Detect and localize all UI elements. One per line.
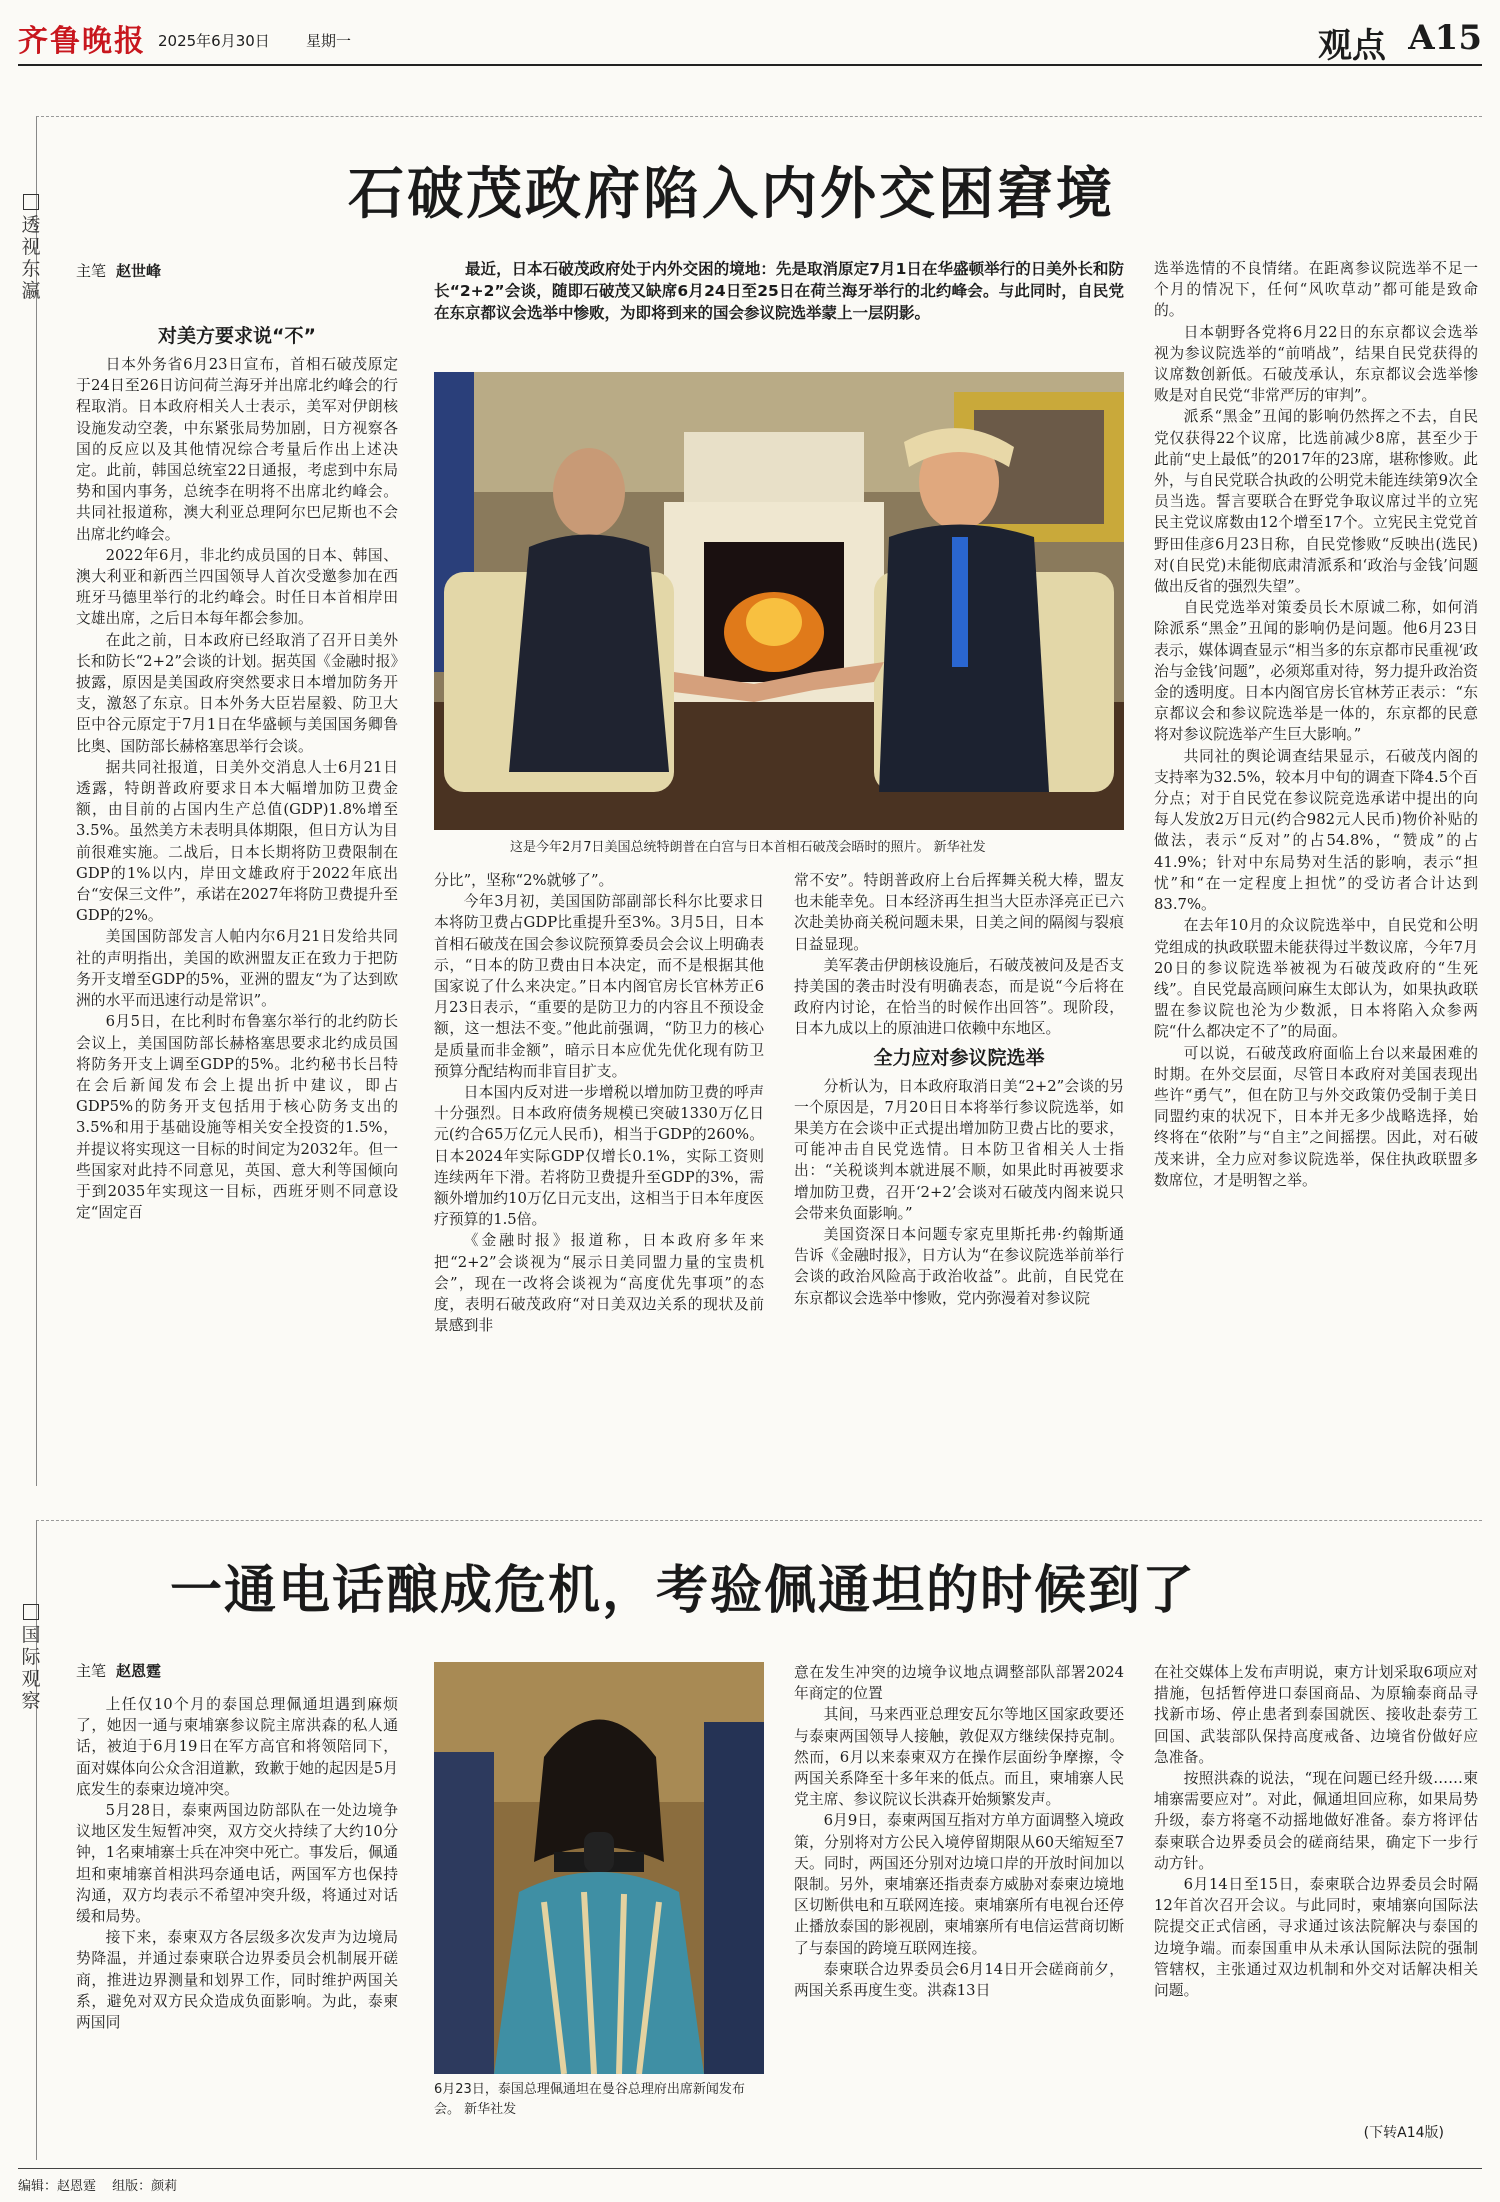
paragraph: 在此之前，日本政府已经取消了召开日美外长和防长“2+2”会谈的计划。据英国《金融时报》披露，原因是美国政府突然要求日本增加防务开支，激怒了东京。日本外务大臣岩屋毅、防卫大臣中谷元原定于7月1日在华盛顿与美国国务卿鲁比奥、国防部长赫格塞思举行会谈。 xyxy=(76,631,398,755)
paragraph: 今年3月初，美国国防部副部长科尔比要求日本将防卫费占GDP比重提升至3%。3月5日，日本首相石破茂在国会参议院预算委员会会议上明确表示，“日本的防卫费由日本决定，而不是根据其他国家说了什么来决定。”日本内阁官房长官林芳正6月23日表示，“重要的是防卫力的内容且不预设金额，这一想法不变。”他此前强调，“防卫力的核心是质量而非金额”，暗示日本应优先优化现有防卫预算分配结构而非盲目扩支。 xyxy=(434,893,764,1080)
byline-label: 主笔 xyxy=(76,1662,107,1680)
column-tag-1 xyxy=(18,194,44,302)
paragraph: 泰柬联合边界委员会6月14日开会磋商前夕，两国关系再度生变。洪森13日 xyxy=(794,1960,1124,2000)
paragraph: 据共同社报道，日美外交消息人士6月21日透露，特朗普政府要求日本大幅增加防卫费金额，由目前的占国内生产总值(GDP)1.8%增至3.5%。虽然美方未表明具体期限，但日方认为目前很难实施。二战后，日本长期将防卫费限制在GDP的1%以内，岸田文雄政府于2022年底出台“安保三文件”，承诺在2027年将防卫费提升至GDP的2%。 xyxy=(76,758,398,925)
article-1-headline: 石破茂政府陷入内外交困窘境 xyxy=(348,161,1115,227)
article-1-column-2 xyxy=(434,870,764,1478)
photo-paetongtarn xyxy=(434,1662,764,2074)
photo-2-caption: 6月23日，泰国总理佩通坦在曼谷总理府出席新闻发布会。 新华社发 xyxy=(434,2082,745,2117)
paragraph: 其间，马来西亚总理安瓦尔等地区国家政要还与泰柬两国领导人接触，敦促双方继续保持克制。然而，6月以来泰柬双方在操作层面纷争摩擦，令两国关系降至十多年来的低点。而且，柬埔寨人民党主席、参议院议长洪森开始频繁发声。 xyxy=(794,1706,1124,1809)
column-tag-box-icon xyxy=(23,194,39,210)
article-2-column-2 xyxy=(794,1662,1124,2154)
paragraph: 在社交媒体上发布声明说，柬方计划采取6项应对措施，包括暂停进口泰国商品、为原输泰商品寻找新市场、停止患者到泰国就医、接收赴泰劳工回国、武装部队保持高度戒备、边境省份做好应急准备。 xyxy=(1154,1664,1478,1766)
paragraph: 6月9日，泰柬两国互指对方单方面调整入境政策，分别将对方公民入境停留期限从60天缩短至7天。同时，两国还分别对边境口岸的开放时间加以限制。另外，柬埔寨还指责泰方威胁对泰柬边境地区切断供电和互联网连接。柬埔寨所有电视台还停止播放泰国的影视剧，柬埔寨所有电信运营商切断了与泰国的跨境互联网连接。 xyxy=(794,1812,1124,1957)
article-1-lead xyxy=(434,258,1124,368)
column-tag-2 xyxy=(18,1604,44,1712)
paragraph: 日本外务省6月23日宣布，首相石破茂原定于24日至26日访问荷兰海牙并出席北约峰会的行程取消。日本政府相关人士表示，美军对伊朗核设施发动空袭，中东紧张局势加剧，日方视察各国的反应以及其他情况综合考量后作出上述决定。此前，韩国总统室22日通报，考虑到中东局势和国内事务，总统李在明将不出席北约峰会。共同社报道称，澳大利亚总理阿尔巴尼斯也不会出席北约峰会。 xyxy=(76,356,398,543)
photo-trump-ishiba-illustration xyxy=(434,372,1124,830)
paragraph: 日本国内反对进一步增税以增加防卫费的呼声十分强烈。日本政府债务规模已突破1330万亿日元(约合65万亿元人民币)，相当于GDP的260%。日本2024年实际GDP仅增长0.1%，实际工资则连续两年下滑。若将防卫费提升至GDP的3%，需额外增加约10万亿日元支出，这相当于日本年度医疗预算的1.5倍。 xyxy=(434,1084,764,1229)
paragraph: 6月14日至15日，泰柬联合边界委员会时隔12年首次召开会议。与此同时，柬埔寨向国际法院提交正式信函，寻求通过该法院解决与泰国的边境争端。而泰国重申从未承认国际法院的强制管辖权，主张通过双边机制和外交对话解决相关问题。 xyxy=(1154,1876,1478,2000)
paragraph: 意在发生冲突的边境争议地点调整部队部署2024年商定的位置 xyxy=(794,1664,1124,1703)
article-2-column-3 xyxy=(1154,1662,1478,2118)
paragraph: 在去年10月的众议院选举中，自民党和公明党组成的执政联盟未能获得过半数议席，今年7月20日的参议院选举被视为石破茂政府的“生死线”。自民党最高顾问麻生太郎认为，如果执政联盟在参议院也沦为少数派，日本将陷入众参两院“什么都决定不了”的局面。 xyxy=(1154,917,1478,1041)
paragraph: 2022年6月，非北约成员国的日本、韩国、澳大利亚和新西兰四国领导人首次受邀参加在西班牙马德里举行的北约峰会。时任日本首相岸田文雄出席，之后日本每年都会参加。 xyxy=(76,546,398,628)
paragraph: 选举选情的不良情绪。在距离参议院选举不足一个月的情况下，任何“风吹草动”都可能是致命的。 xyxy=(1154,260,1478,320)
article-1-column-1 xyxy=(76,318,398,1478)
paragraph: 上任仅10个月的泰国总理佩通坦遇到麻烦了，她因一通与柬埔寨参议院主席洪森的私人通话，被迫于6月19日在军方高官和将领陪同下，面对媒体向公众含泪道歉，致歉于她的起因是5月底发生的泰柬边境冲突。 xyxy=(76,1696,398,1798)
photo-paetongtarn-illustration xyxy=(434,1662,764,2074)
paragraph: 5月28日，泰柬两国边防部队在一处边境争议地区发生短暂冲突，双方交火持续了大约10分钟，1名柬埔寨士兵在冲突中死亡。事发后，佩通坦和柬埔寨首相洪玛奈通电话，两国军方也保持沟通，双方均表示不希望冲突升级，将通过对话缓和局势。 xyxy=(76,1802,398,1926)
article-1-column-3 xyxy=(794,870,1124,1478)
paragraph: 常不安”。特朗普政府上台后挥舞关税大棒，盟友也未能幸免。日本经济再生担当大臣赤泽亮正已六次赴美协商关税问题未果，日美之间的隔阂与裂痕日益显现。 xyxy=(794,872,1124,953)
article-2-headline: 一通电话酿成危机，考验佩通坦的时候到了 xyxy=(170,1560,1197,1621)
column-tag-1-text: 透视东瀛 xyxy=(21,214,41,302)
paragraph: 6月5日，在比利时布鲁塞尔举行的北约防长会议上，美国国防部长赫格塞思要求北约成员国将防务开支上调至GDP的5%。北约秘书长吕特在会后新闻发布会上提出折中建议，即占GDP5%的防务开支包括用于核心防务支出的3.5%和用于基础设施等相关安全投资的1.5%，并提议将实现这一目标的时间定为2032年。但一些国家对此持不同意见，英国、意大利等国倾向于到2035年实现这一目标，西班牙则不同意设定“固定百 xyxy=(76,1013,398,1222)
paper-name-logo: 齐鲁晚报 xyxy=(18,24,146,59)
subhead-say-no: 对美方要求说“不” xyxy=(158,325,316,347)
column-tag-2-text: 国际观察 xyxy=(21,1624,41,1712)
photo-trump-ishiba xyxy=(434,372,1124,830)
editor-credit: 编辑：赵恩霆 xyxy=(18,2179,97,2194)
publication-date: 2025年6月30日 xyxy=(158,32,270,50)
subhead-upper-house: 全力应对参议院选举 xyxy=(873,1046,1045,1069)
page-number: A15 xyxy=(1408,18,1482,58)
column-tag-box-icon xyxy=(23,1604,39,1620)
paragraph: 可以说，石破茂政府面临上台以来最困难的时期。在外交层面，尽管日本政府对美国表现出些许“勇气”，但在防卫与外交政策仍受制于美日同盟约束的状况下，日本并无多少战略选择，始终将在“依附”与“自主”之间摇摆。因此，对石破茂来讲，全力应对参议院选举，保住执政联盟多数席位，才是明智之举。 xyxy=(1154,1044,1478,1189)
paragraph: 《金融时报》报道称，日本政府多年来把“2+2”会谈视为“展示日美同盟力量的宝贵机会”，现在一改将会谈视为“高度优先事项”的态度，表明石破茂政府“对日美双边关系的现状及前景感到非 xyxy=(434,1232,764,1335)
paragraph: 接下来，泰柬双方各层级多次发声为边境局势降温，并通过泰柬联合边界委员会机制展开磋商，推进边界测量和划界工作，同时维护两国关系，避免对双方民众造成负面影响。为此，泰柬两国同 xyxy=(76,1929,398,2032)
article-2-byline xyxy=(76,1660,161,1681)
paragraph: 美国国防部发言人帕内尔6月21日发给共同社的声明指出，美国的欧洲盟友正在致力于把防务开支增至GDP的5%，亚洲的盟友“为了达到欧洲的水平而迅速行动是常识”。 xyxy=(76,928,398,1010)
paragraph: 派系“黑金”丑闻的影响仍然挥之不去，自民党仅获得22个议席，比选前减少8席，甚至少于此前“史上最低”的2017年的23席，堪称惨败。此外，与自民党联合执政的公明党未能连续第9次全员当选。誓言要联合在野党争取议席过半的立宪民主党议席数由12个增至17个。立宪民主党党首野田佳彦6月23日称，自民党惨败“反映出(选民)对(自民党)未能彻底肃清派系和‘政治与金钱’问题做出反省的强烈失望”。 xyxy=(1154,408,1478,596)
paragraph: 按照洪森的说法，“现在问题已经升级……柬埔寨需要应对”。对此，佩通坦回应称，如果局势升级，泰方将毫不动摇地做好准备。泰方将评估泰柬联合边界委员会的磋商结果，确定下一步行动方针。 xyxy=(1154,1770,1478,1872)
paragraph: 日本朝野各党将6月22日的东京都议会选举视为参议院选举的“前哨战”，结果自民党获得的议席数创新低。石破茂承认，东京都议会选举惨败是对自民党“非常严厉的审判”。 xyxy=(1154,323,1478,405)
paragraph: 自民党选举对策委员长木原诚二称，如何消除派系“黑金”丑闻的影响仍是问题。他6月23日表示，媒体调查显示“相当多的东京都市民重视‘政治与金钱’问题”，必须郑重对待，努力提升政治资金的透明度。日本内阁官房长官林芳正表示：“东京都议会和参议院选举是一体的，东京都的民意将对参议院选举产生巨大影响。” xyxy=(1154,599,1478,744)
photo-1-caption: 这是今年2月7日美国总统特朗普在白宫与日本首相石破茂会晤时的照片。 新华社发 xyxy=(510,840,986,855)
masthead xyxy=(18,14,1482,66)
lead-paragraph: 最近，日本石破茂政府处于内外交困的境地：先是取消原定7月1日在华盛顿举行的日美外长和防长“2+2”会谈，随即石破茂又缺席6月24日至25日在荷兰海牙举行的北约峰会。与此同时，自民党在东京都议会选举中惨败，为即将到来的国会参议院选举蒙上一层阴影。 xyxy=(434,260,1124,322)
paragraph: 共同社的舆论调查结果显示，石破茂内阁的支持率为32.5%，较本月中旬的调查下降4.5个百分点；对于自民党在参议院竞选承诺中提出的向每人发放2万日元(约合982元人民币)物价补贴的做法，表示“反对”的占54.8%，“赞成”的占41.9%；针对中东局势对生活的影响，表示“担忧”和“在一定程度上担忧”的受访者合计达到83.7%。 xyxy=(1154,747,1478,914)
article-1-byline xyxy=(76,260,161,281)
byline-author: 赵世峰 xyxy=(116,262,162,280)
byline-label: 主笔 xyxy=(76,262,107,280)
layout-credit: 组版：颜莉 xyxy=(112,2179,178,2194)
continued-on-note: (下转A14版) xyxy=(1363,2125,1444,2141)
paragraph: 分比”，坚称“2%就够了”。 xyxy=(434,872,614,889)
paragraph: 美国资深日本问题专家克里斯托弗·约翰斯通告诉《金融时报》，日方认为“在参议院选举前举行会谈的政治风险高于政治收益”。此前，自民党在东京都议会选举中惨败，党内弥漫着对参议院 xyxy=(794,1226,1124,1307)
article-1-column-4 xyxy=(1154,258,1478,1478)
paragraph: 美军袭击伊朗核设施后，石破茂被问及是否支持美国的袭击时没有明确表态，而是说“今后将在政府内讨论，在恰当的时候作出回答”。现阶段，日本九成以上的原油进口依赖中东地区。 xyxy=(794,956,1124,1038)
article-2-column-1 xyxy=(76,1694,398,2154)
section-name: 观点 xyxy=(1318,26,1386,66)
paragraph: 分析认为，日本政府取消日美“2+2”会谈的另一个原因是，7月20日日本将举行参议院选举，如果美方在会谈中正式提出增加防卫费占比的要求，可能冲击自民党选情。日本防卫省相关人士指出：“关税谈判本就进展不顺，如果此时再被要求增加防卫费，召开‘2+2’会谈对石破茂内阁来说只会带来负面影响。” xyxy=(794,1077,1124,1222)
byline-author: 赵恩霆 xyxy=(116,1662,162,1680)
weekday: 星期一 xyxy=(306,32,352,50)
page-footer xyxy=(18,2168,1482,2194)
